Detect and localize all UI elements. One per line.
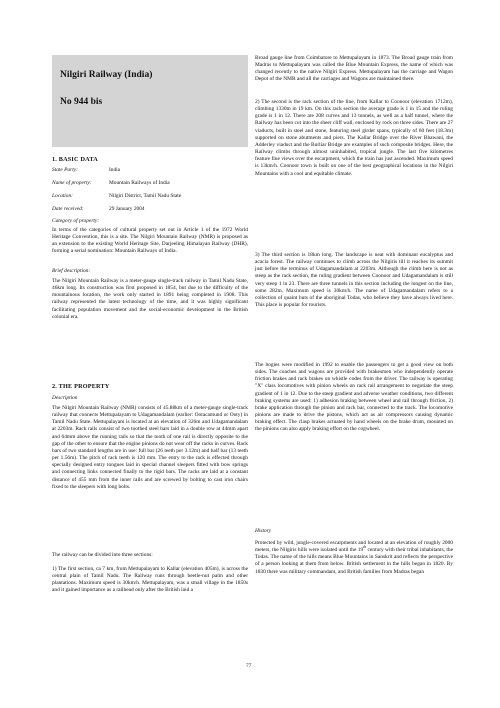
section-heading-basic-data: 1. BASIC DATA	[52, 156, 98, 163]
basic-data-label: State Party:	[52, 167, 78, 173]
body-paragraph: 3) The third section is 18km long. The landscape is neat with dominant eucalyptus and acacia forest. The railway continues to climb across the Nilgiris till it reaches its summit just before the terminus of Udagamandalam at 2203m. Although the climb here is not as steep as the rack section, the ruling gradient between Coonoor and Udagamandalam is still very steep 1 in 23. There are three tunnels in this section including the longest on the line, some 282m. Maximum speed is 30km/h. The name of Udagamandalam refers to a collection of quaint huts of the aboriginal Todas, who believe they have always lived here. This place is popular for tourists.	[255, 252, 453, 309]
body-paragraph: Broad gauge line from Coimbatore to Mettupalayam in 1873. The Broad gauge train from Madras to Mettupalayam was called the Blue Mountain Express, the name of which was changed recently to the native Nilgiri Express. Mettupalayam has the carriage and Wagon Depot of the NMR and all the carriages and Wagons are maintained there.	[255, 55, 453, 83]
description-paragraph: 1) The first section, ca 7 km, from Mettupalayam to Kallar (elevation 405m), is across the central plain of Tamil Nadu. The Railway runs through beetle-nut palm and other plantations. Maximum speed is 30km/h. Mettupalayam, was a small village in the 1850s and it gained importance as a railhead only after the British laid a	[52, 566, 248, 594]
document-title: Nilgiri Railway (India)	[60, 70, 153, 80]
history-text	[255, 540, 453, 576]
document-number: No 944 bis	[60, 97, 103, 107]
history-text-part: century with their tribal inhabitants, the Todas. The name of the hills means Blue Mountains in Sanskrit and reflects the perspective of a person looking at them from below. British settlement in the hills began in 1820. By 1830 there was military commandant, and British families from Madras began	[255, 547, 453, 575]
basic-data-value: 29 January 2004	[109, 206, 145, 212]
body-paragraph: 2) The second is the rack section of the line, from Kallar to Coonoor (elevation 1712m), climbing 1330m in 19 km. On this rack section the average grade is 1 in 15 and the ruling grade is 1 in 12. There are 208 curves and 13 tunnels, as well as a half tunnel, where the Railway has been cut into the sheer cliff wall, enclosed by rock on three sides. There are 27 viaducts, built in steel and stone, featuring steel girder spans, typically of 60 feet (18.3m) supported on stone abutments and piers. The Kallar Bridge over the River Bhawani, the Adderley viaduct and the Burliar Bridge are examples of such composite bridges. Here, the Railway climbs through almost uninhabited, tropical jungle. The last five kilometres feature fine views over the escarpment, which the train has just ascended. Maximum speed is 13km/h. Coonoor town is built on one of the best geographical locations in the Nilgiri Mountains with a cool and equitable climate.	[255, 99, 453, 177]
history-label: History	[255, 528, 272, 534]
body-paragraph: The bogies were modified in 1992 to enable the passengers to get a good view on both sides. The coaches and wagons are provided with brakesmen who independently operate friction brakes and rack brakes on whistle codes from the driver. The railway is operating "X" class locomotives with pinion wheels on rack rail arrangement to negotiate the steep gradient of 1 in 12. Due to the steep gradient and adverse weather conditions, two different braking systems are used: 1) adhesion braking between wheel and rail through friction, 2) brake application through the pinion and rack bar, connected to the track. The locomotive pinions are made to drive the pistons, which act as air compressors causing dynamic braking effect. The clasp brakes actuated by hand wheels on the brake drum, mounted on the pinions can also apply braking effort on the cogwheel.	[255, 362, 453, 433]
description-paragraph: The railway can be divided into three sections:	[52, 552, 153, 558]
section-heading-property: 2. THE PROPERTY	[52, 383, 110, 390]
description-paragraph: The Nilgiri Mountain Railway (NMR) consists of 45.88km of a meter-gauge single-track railway that connects Mettupalayam to Udagamandalam (earlier: Ootacamund or Ooty) in Tamil Nadu State. Mettupalayam is located at an elevation of 326m and Udagamandalam at 2203m. Rack rails consist of two toothed steel bars laid in a double row at 44mm apart and 64mm above the running rails so that the tooth of one rail is directly opposite to the gap of the other to ensure that the engine pinions do not wear off the racks in curves. Rack bars of two standard lengths are in use: full bar (26 teeth per 3.12m) and half bar (13 teeth per 1.56m). The pitch of rack teeth is 120 mm. The entry to the rack is effected through specially designed entry tongues laid in special channel sleepers fitted with bow springs and connecting links connected finally to the rigid bars. The racks are laid at a constant distance of 455 mm from the inner rails and are screwed by bolting to cast iron chairs fixed to the sleepers with long bolts.	[52, 405, 248, 490]
category-label: Category of property:	[52, 218, 100, 224]
category-text: In terms of the categories of cultural property set out in Article 1 of the 1972 World Heritage Convention, this is a site. The Nilgiri Mountain Railway (NMR) is proposed as an extension to the existing World Heritage Site, Darjeeling Himalayan Railway (DHR), forming a serial nomination: Mountain Railways of India.	[52, 227, 248, 255]
title-box	[52, 55, 248, 147]
basic-data-value: Nilgiri District, Tamil Nadu State	[109, 193, 182, 199]
description-label: Description	[52, 395, 78, 401]
history-text-part: Protected by wild, jungle-covered escarpments and located at an elevation of roughly 2000 meters, the Nilgiris hills were isolated until the 19	[255, 540, 453, 554]
basic-data-value: Mountain Railways of India	[109, 180, 170, 186]
basic-data-label: Name of property:	[52, 180, 92, 186]
brief-description-label: Brief description:	[52, 268, 91, 274]
basic-data-value: India	[109, 167, 121, 173]
brief-description-text: The Nilgiri Mountain Railway is a meter-gauge single-track railway in Tamil Nadu State, 46km long. Its construction was first proposed in 1854, but due to the difficulty of the mountainous location, the work only started in 1891 being completed in 1908. This railway represented the latest technology of the time, and it was highly significant facilitating population movement and the social-economic development in the British colonial era.	[52, 278, 248, 320]
basic-data-label: Location:	[52, 193, 73, 199]
basic-data-label: Date received:	[52, 206, 84, 212]
page-number: 77	[246, 663, 252, 669]
history-superscript: th	[363, 545, 367, 550]
